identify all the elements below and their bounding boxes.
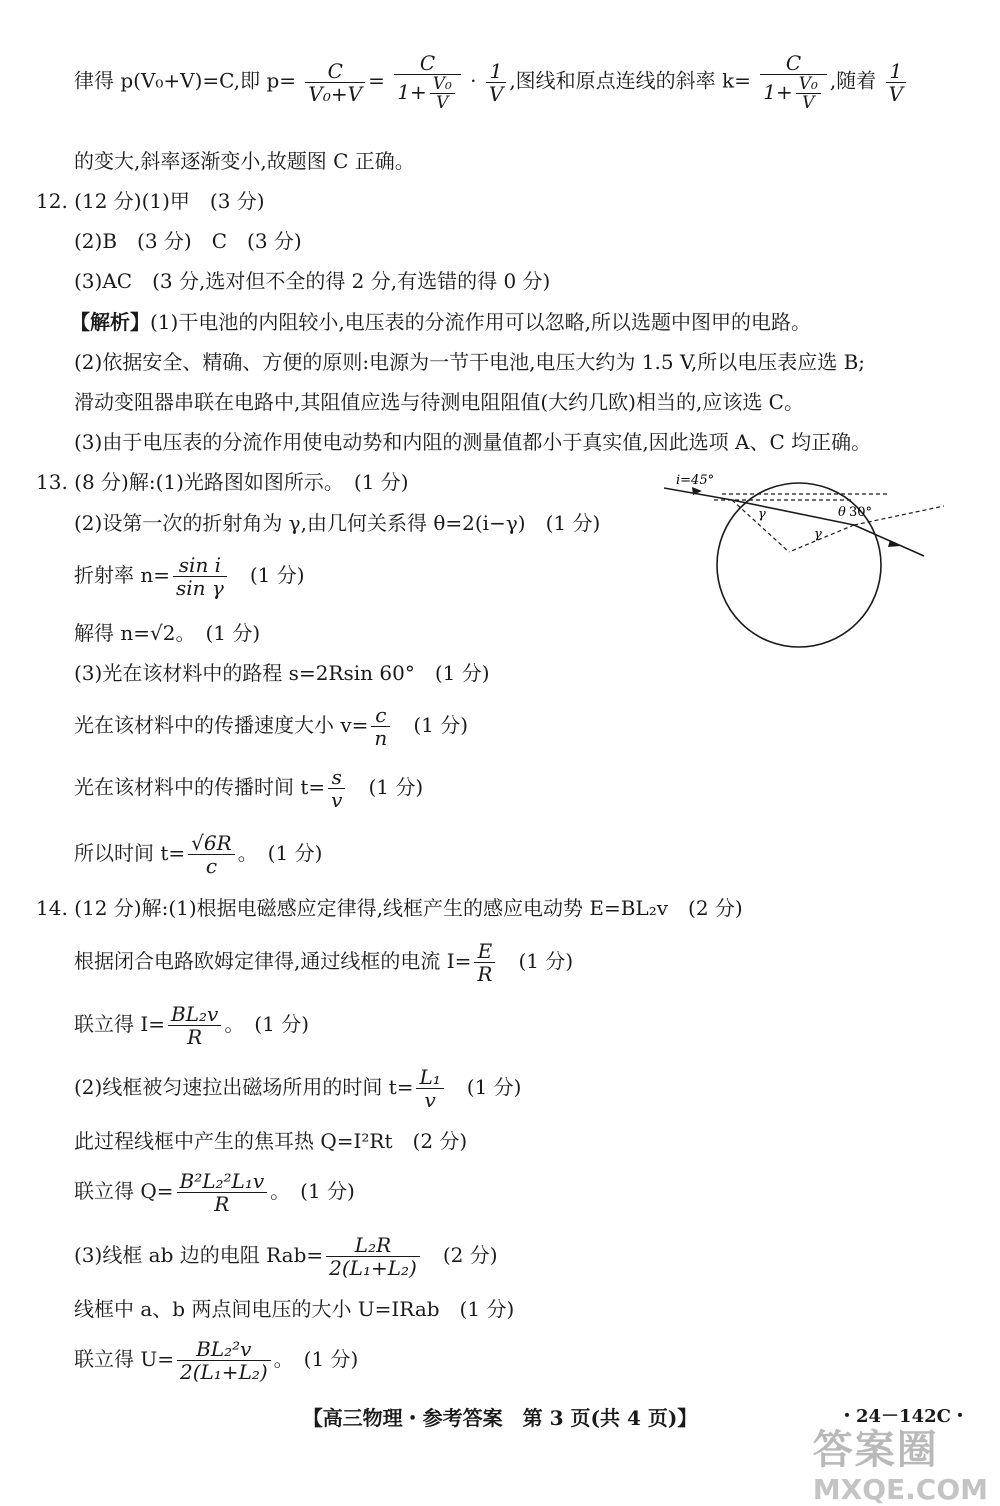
q13-line-7: 光在该材料中的传播时间 t= $\frac{s}{v}$ (1 分): [74, 765, 424, 812]
q12-line-1: 12. (12 分)(1)甲 (3 分): [36, 189, 265, 213]
q14-line-5: 此过程线框中产生的焦耳热 Q=I²Rt (2 分): [74, 1129, 468, 1153]
fraction: $\frac{C}{\text{V₀+V}}$: [305, 60, 365, 105]
q14-line-7: (3)线框 ab 边的电阻 Rab= $\frac{\text{L₂R}}{\text{2(L₁+L₂)}}$ (2 分): [74, 1233, 498, 1280]
watermark-logo: 答案圈 MXQE.COM: [812, 1427, 988, 1506]
line-1: 律得 p(V₀+V)=C,即 p= $\frac{C}{\text{V₀+V}}$ = C 1+ $\frac{\text{V₀}}{V}$ · $\frac{1}{V}$ ,图线和原点连线的斜率 k= C 1+ $\frac{\text{V₀}}{V}$ ,随着 $\frac{1}{V}$: [74, 52, 909, 112]
fraction: C 1+ $\frac{\text{V₀}}{V}$: [394, 52, 461, 112]
q13-line-1: 13. (8 分)解:(1)光路图如图所示。 (1 分): [36, 470, 409, 494]
exit-ray: [854, 525, 924, 556]
q13-line-8: 所以时间 t= $\frac{√6R}{c}$ 。 (1 分): [74, 831, 323, 878]
q14-line-4: (2)线框被匀速拉出磁场所用的时间 t= $\frac{\text{L₁}}{v}$ (1 分): [74, 1065, 522, 1112]
q12-analysis-1: 【解析】(1)干电池的内阻较小,电压表的分流作用可以忽略,所以选题中图甲的电路。: [70, 310, 812, 334]
q14-line-6: 联立得 Q= $\frac{\text{B²L₂²L₁v}}{R}$ 。 (1 分): [74, 1169, 355, 1216]
line-2: 的变大,斜率逐渐变小,故题图 C 正确。: [74, 149, 415, 173]
analysis-tag: 【解析】: [70, 310, 150, 334]
page-footer: 【高三物理・参考答案 第 3 页(共 4 页)】: [302, 1406, 698, 1430]
arrow-icon: [888, 540, 900, 547]
fraction: C 1+ $\frac{\text{V₀}}{V}$: [760, 52, 827, 112]
q13-line-3: 折射率 n= $\frac{\text{sin i}}{\text{sin γ}}$ (1 分): [74, 553, 305, 600]
q12-line-2: (2)B (3 分) C (3 分): [74, 229, 302, 253]
fraction: $\frac{1}{V}$: [886, 60, 906, 105]
fraction: $\frac{1}{V}$: [486, 60, 506, 105]
refracted-ray: [732, 500, 854, 525]
label-gamma-1: γ: [758, 507, 766, 522]
label-30: 30°: [849, 505, 873, 520]
q14-line-1: 14. (12 分)解:(1)根据电磁感应定律得,线框产生的感应电动势 E=BL₂v (2 分): [36, 896, 743, 920]
q13-line-6: 光在该材料中的传播速度大小 v= $\frac{c}{n}$ (1 分): [74, 703, 468, 750]
q12-line-3: (3)AC (3 分,选对但不全的得 2 分,有选错的得 0 分): [74, 269, 551, 293]
text: 律得 p(V₀+V)=C,即 p=: [74, 68, 297, 93]
q14-line-8: 线框中 a、b 两点间电压的大小 U=IRab (1 分): [74, 1297, 515, 1321]
label-gamma-2: γ: [814, 527, 822, 542]
q12-analysis-3: 滑动变阻器串联在电路中,其阻值应选与待测电阻阻值(大约几欧)相当的,应该选 C。: [74, 390, 804, 414]
label-i: i=45°: [676, 473, 715, 488]
q14-line-9: 联立得 U= $\frac{\text{BL₂²v}}{\text{2(L₁+L₂)}}$ 。 (1 分): [74, 1337, 359, 1384]
light-path-diagram: [664, 470, 954, 650]
q14-line-2: 根据闭合电路欧姆定律得,通过线框的电流 I= $\frac{E}{R}$ (1 分): [74, 939, 574, 986]
q12-analysis-4: (3)由于电压表的分流作用使电动势和内阻的测量值都小于真实值,因此选项 A、C 均正确。: [74, 430, 872, 454]
q13-line-4: 解得 n=√2。 (1 分): [74, 621, 261, 645]
q14-line-3: 联立得 I= $\frac{\text{BL₂v}}{R}$ 。 (1 分): [74, 1002, 309, 1049]
paper-code: ・24－142C・: [838, 1406, 969, 1427]
label-theta: θ: [838, 505, 846, 520]
q13-line-5: (3)光在该材料中的路程 s=2Rsin 60° (1 分): [74, 661, 490, 685]
q13-line-2: (2)设第一次的折射角为 γ,由几何关系得 θ=2(i−γ) (1 分): [74, 511, 601, 535]
q12-analysis-2: (2)依据安全、精确、方便的原则:电源为一节干电池,电压大约为 1.5 V,所以电压表应选 B;: [74, 350, 866, 374]
